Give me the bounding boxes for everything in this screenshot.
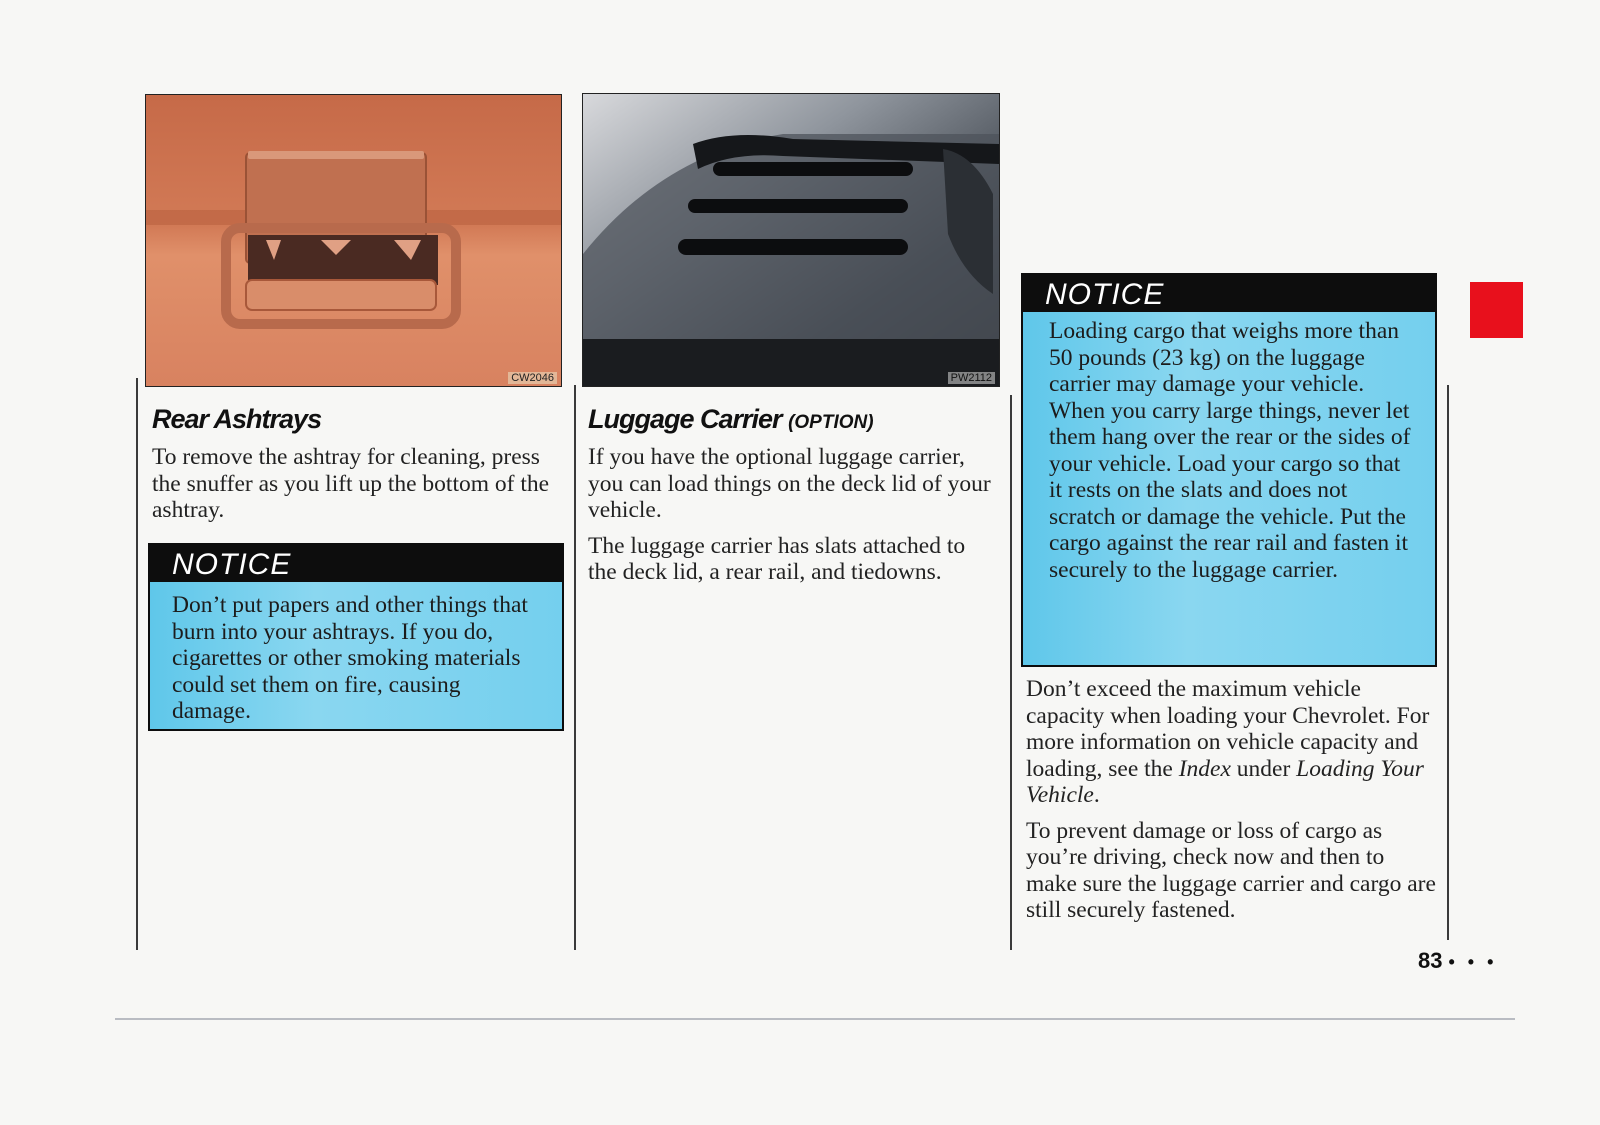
ashtray-notice-box — [148, 543, 564, 731]
notice-title: NOTICE — [172, 548, 292, 581]
heading-text: Luggage Carrier — [588, 404, 782, 434]
cargo-paragraph-1-end: . — [1093, 782, 1100, 808]
cargo-paragraph-1-under: under — [1230, 755, 1297, 782]
notice-body: Don’t put papers and other things that burn into your ashtrays. If you do, cigarettes or other smoking materials could set them on fire, causing damage. — [150, 582, 562, 729]
section-tab-marker — [1470, 282, 1523, 338]
column-rule-1 — [136, 378, 138, 950]
loading-your-vehicle-reference: Loading Your Vehicle — [1026, 755, 1424, 808]
cargo-text — [1026, 676, 1436, 933]
heading-text: Rear Ashtrays — [152, 404, 322, 434]
cargo-paragraph-2: To prevent damage or loss of cargo as you’re driving, check now and then to make sure the luggage carrier and cargo are still securely fastened. — [1026, 817, 1436, 923]
luggage-paragraph-1: If you have the optional luggage carrier, you can load things on the deck lid of your vehicle. — [588, 444, 991, 523]
notice-body: Loading cargo that weighs more than 50 pounds (23 kg) on the luggage carrier may damage your vehicle. When you carry large things, never let them hang over the rear or the sides of your vehicle. Load your cargo so that it rests on the slats and does not scratch or damage the vehicle. Put the cargo against the rear rail and fasten it securely to the luggage carrier. — [1023, 312, 1435, 665]
notice-title: NOTICE — [1045, 278, 1165, 311]
ashtray-photo — [145, 94, 562, 387]
column-rule-4 — [1447, 385, 1449, 940]
bottom-rule — [115, 1018, 1515, 1020]
page-number-value: 83 — [1418, 948, 1443, 973]
luggage-carrier-text — [588, 444, 998, 595]
column-rule-2 — [574, 385, 576, 950]
photo-code: CW2046 — [508, 372, 557, 384]
cargo-notice-box — [1021, 273, 1437, 667]
cargo-paragraph-1 — [1026, 676, 1436, 809]
page-dots: • • • — [1448, 952, 1498, 972]
luggage-carrier-photo — [582, 93, 1000, 387]
cargo-paragraph-1-text: Don’t exceed the maximum vehicle capacity when loading your Chevrolet. For more information on vehicle capacity and loading, see the — [1026, 676, 1430, 782]
index-reference: Index — [1178, 755, 1231, 782]
photo-code: PW2112 — [948, 372, 995, 384]
page-number — [1418, 948, 1497, 974]
heading-option-label: (OPTION) — [788, 412, 874, 433]
column-rule-3 — [1010, 395, 1012, 950]
luggage-paragraph-2: The luggage carrier has slats attached to the deck lid, a rear rail, and tiedowns. — [588, 532, 966, 585]
rear-ashtrays-text — [152, 444, 552, 533]
ashtray-paragraph: To remove the ashtray for cleaning, press the snuffer as you lift up the bottom of the ashtray. — [152, 444, 550, 523]
rear-ashtrays-heading — [152, 404, 321, 435]
luggage-carrier-heading — [588, 404, 874, 435]
